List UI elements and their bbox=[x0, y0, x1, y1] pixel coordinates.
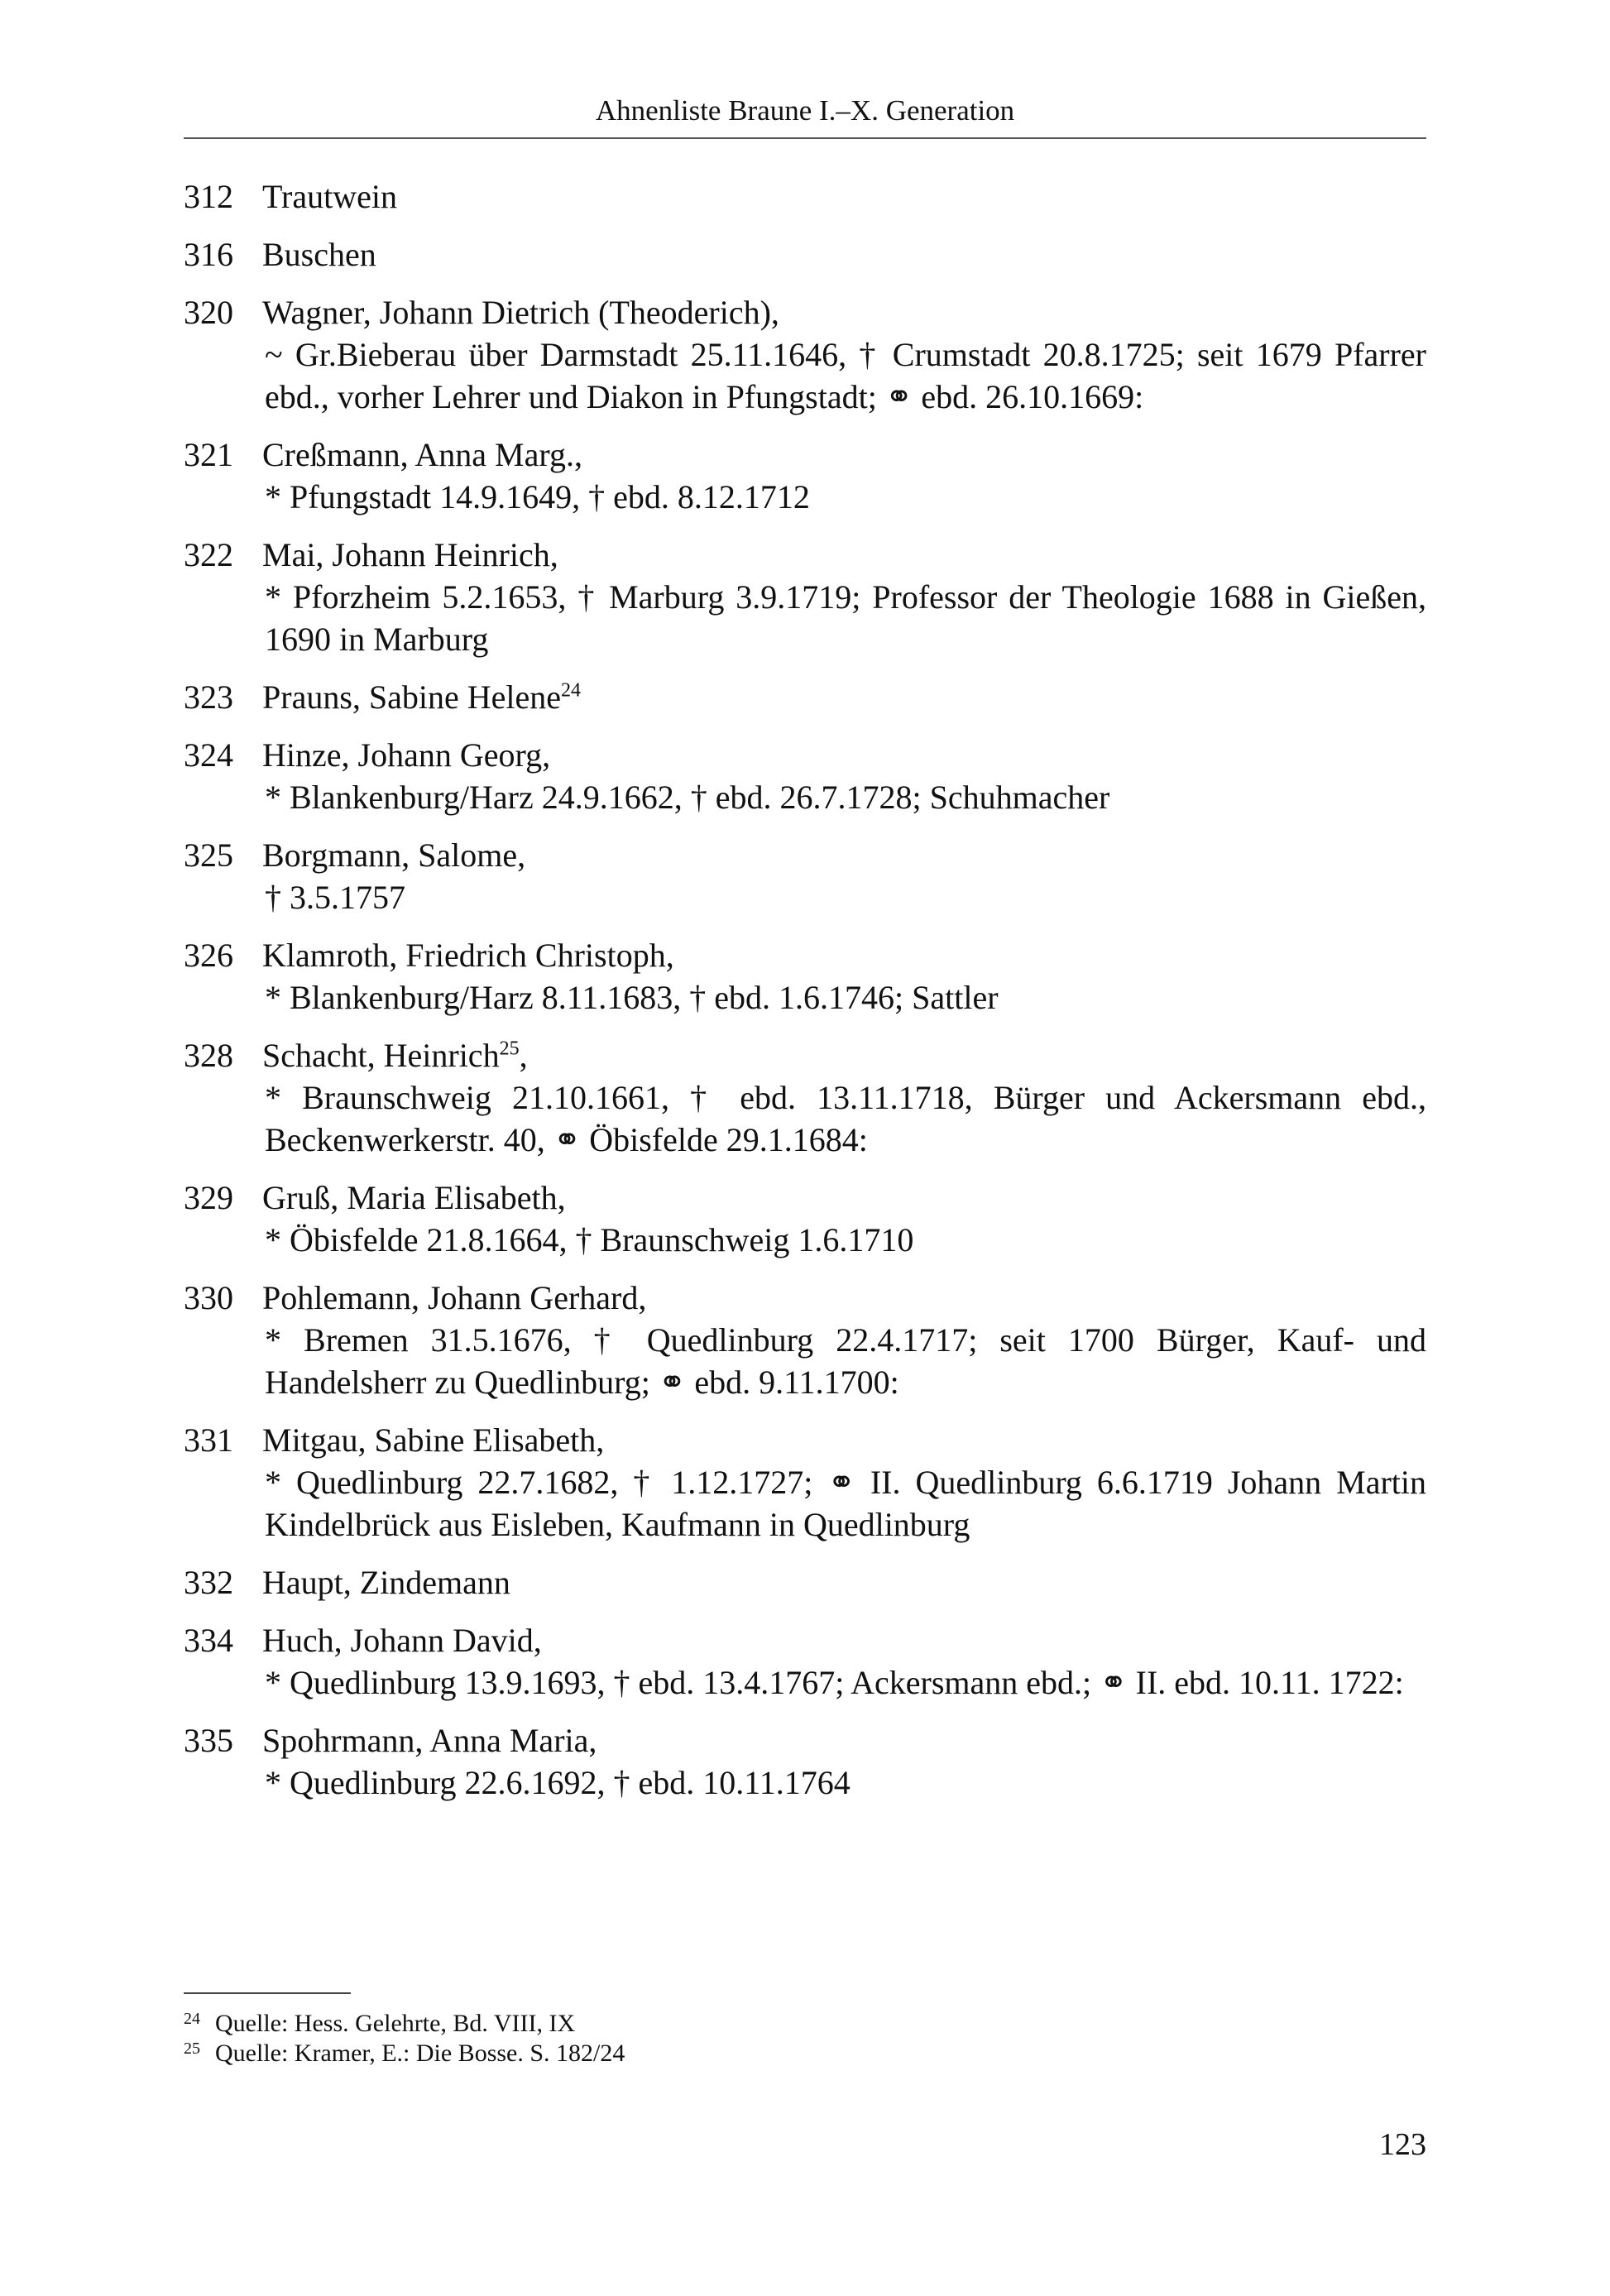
genealogy-entry bbox=[184, 1619, 1426, 1704]
entry-details: * Blankenburg/Harz 8.11.1683, † ebd. 1.6.1746; Sattler bbox=[265, 979, 999, 1016]
entry-number: 328 bbox=[184, 1037, 233, 1074]
entry-details: * Bremen 31.5.1676, † Quedlinburg 22.4.1717; seit 1700 Bürger, Kauf- und Handelsherr zu Quedlinburg; ⚭ ebd. 9.11.1700: bbox=[265, 1321, 1426, 1401]
entry-name: Prauns, Sabine Helene bbox=[262, 678, 562, 716]
entry-number: 320 bbox=[184, 294, 233, 331]
entry-name: Trautwein bbox=[262, 178, 397, 215]
entry-details: * Öbisfelde 21.8.1664, † Braunschweig 1.6.1710 bbox=[265, 1221, 914, 1258]
entry-name: Schacht, Heinrich bbox=[262, 1037, 500, 1074]
entry-number: 323 bbox=[184, 678, 233, 716]
entry-number: 312 bbox=[184, 178, 233, 215]
entry-number: 325 bbox=[184, 836, 233, 874]
entry-name: Huch, Johann David, bbox=[262, 1622, 542, 1659]
entry-details: * Braunschweig 21.10.1661, † ebd. 13.11.1718, Bürger und Ackersmann ebd., Beckenwerkerstr. 40, ⚭ Öbisfelde 29.1.1684: bbox=[265, 1079, 1426, 1158]
entry-name: Haupt, Zindemann bbox=[262, 1564, 510, 1601]
entry-details: ~ Gr.Bieberau über Darmstadt 25.11.1646, † Crumstadt 20.8.1725; seit 1679 Pfarrer ebd., vorher Lehrer und Diakon in Pfungstadt; ⚭ ebd. 26.10.1669: bbox=[265, 336, 1426, 415]
entry-name: Wagner, Johann Dietrich (Theoderich), bbox=[262, 294, 779, 331]
genealogy-entry bbox=[184, 175, 1426, 218]
genealogy-entry bbox=[184, 291, 1426, 418]
footnote-reference[interactable]: 25 bbox=[499, 1038, 520, 1060]
genealogy-entry bbox=[184, 934, 1426, 1019]
entry-details: * Pfungstadt 14.9.1649, † ebd. 8.12.1712 bbox=[265, 478, 810, 515]
footnote bbox=[184, 2009, 1426, 2039]
genealogy-entry bbox=[184, 1419, 1426, 1546]
footnote-list bbox=[184, 2009, 1426, 2068]
entry-number: 321 bbox=[184, 436, 233, 473]
entry-number: 316 bbox=[184, 236, 233, 273]
entry-number: 329 bbox=[184, 1179, 233, 1216]
footnote-number: 24 bbox=[184, 2010, 200, 2028]
entry-name: Creßmann, Anna Marg., bbox=[262, 436, 582, 473]
entry-details: * Quedlinburg 13.9.1693, † ebd. 13.4.1767; Ackersmann ebd.; ⚭ II. ebd. 10.11. 1722: bbox=[265, 1664, 1404, 1701]
footnote-number: 25 bbox=[184, 2040, 200, 2058]
genealogy-entry bbox=[184, 734, 1426, 818]
entry-number: 335 bbox=[184, 1722, 233, 1759]
entry-details: * Quedlinburg 22.7.1682, † 1.12.1727; ⚭ II. Quedlinburg 6.6.1719 Johann Martin Kindelbrück aus Eisleben, Kaufmann in Quedlinburg bbox=[265, 1464, 1426, 1543]
entry-number: 334 bbox=[184, 1622, 233, 1659]
entry-details: * Quedlinburg 22.6.1692, † ebd. 10.11.1764 bbox=[265, 1764, 851, 1801]
entry-name: Klamroth, Friedrich Christoph, bbox=[262, 937, 674, 974]
entry-name-line bbox=[262, 1034, 1426, 1076]
genealogy-entry bbox=[184, 534, 1426, 660]
genealogy-entry bbox=[184, 834, 1426, 918]
entry-name-suffix: , bbox=[519, 1037, 528, 1074]
genealogy-entry bbox=[184, 1719, 1426, 1804]
entry-number: 326 bbox=[184, 937, 233, 974]
footnote-reference[interactable]: 24 bbox=[561, 679, 582, 702]
footnote-rule bbox=[184, 1992, 351, 1994]
entry-name: Pohlemann, Johann Gerhard, bbox=[262, 1279, 647, 1316]
entry-number: 322 bbox=[184, 536, 233, 573]
entry-details: * Pforzheim 5.2.1653, † Marburg 3.9.1719; Professor der Theologie 1688 in Gießen, 1690 in Marburg bbox=[265, 578, 1426, 658]
entry-details: † 3.5.1757 bbox=[265, 879, 405, 916]
genealogy-entry bbox=[184, 1177, 1426, 1261]
entry-name: Spohrmann, Anna Maria, bbox=[262, 1722, 597, 1759]
header-rule bbox=[184, 137, 1426, 139]
entry-name: Hinze, Johann Georg, bbox=[262, 736, 551, 774]
page-number: 123 bbox=[1379, 2127, 1426, 2162]
footnote-text: Quelle: Kramer, E.: Die Bosse. S. 182/24 bbox=[215, 2040, 625, 2067]
genealogy-entry bbox=[184, 434, 1426, 518]
entry-name: Gruß, Maria Elisabeth, bbox=[262, 1179, 566, 1216]
entry-number: 332 bbox=[184, 1564, 233, 1601]
genealogy-entry bbox=[184, 1561, 1426, 1603]
footnote-text: Quelle: Hess. Gelehrte, Bd. VIII, IX bbox=[215, 2010, 576, 2037]
entry-details: * Blankenburg/Harz 24.9.1662, † ebd. 26.7.1728; Schuhmacher bbox=[265, 779, 1110, 816]
genealogy-entry-list bbox=[184, 175, 1426, 1819]
entry-name: Borgmann, Salome, bbox=[262, 836, 526, 874]
genealogy-entry bbox=[184, 1277, 1426, 1403]
footnote bbox=[184, 2039, 1426, 2068]
entry-name: Mitgau, Sabine Elisabeth, bbox=[262, 1421, 605, 1459]
genealogy-entry bbox=[184, 233, 1426, 276]
genealogy-entry bbox=[184, 676, 1426, 718]
entry-number: 324 bbox=[184, 736, 233, 774]
entry-number: 330 bbox=[184, 1279, 233, 1316]
entry-name: Buschen bbox=[262, 236, 376, 273]
entry-number: 331 bbox=[184, 1421, 233, 1459]
entry-name-line bbox=[262, 676, 1426, 718]
entry-name: Mai, Johann Heinrich, bbox=[262, 536, 558, 573]
genealogy-entry bbox=[184, 1034, 1426, 1161]
running-header: Ahnenliste Braune I.–X. Generation bbox=[595, 94, 1015, 127]
